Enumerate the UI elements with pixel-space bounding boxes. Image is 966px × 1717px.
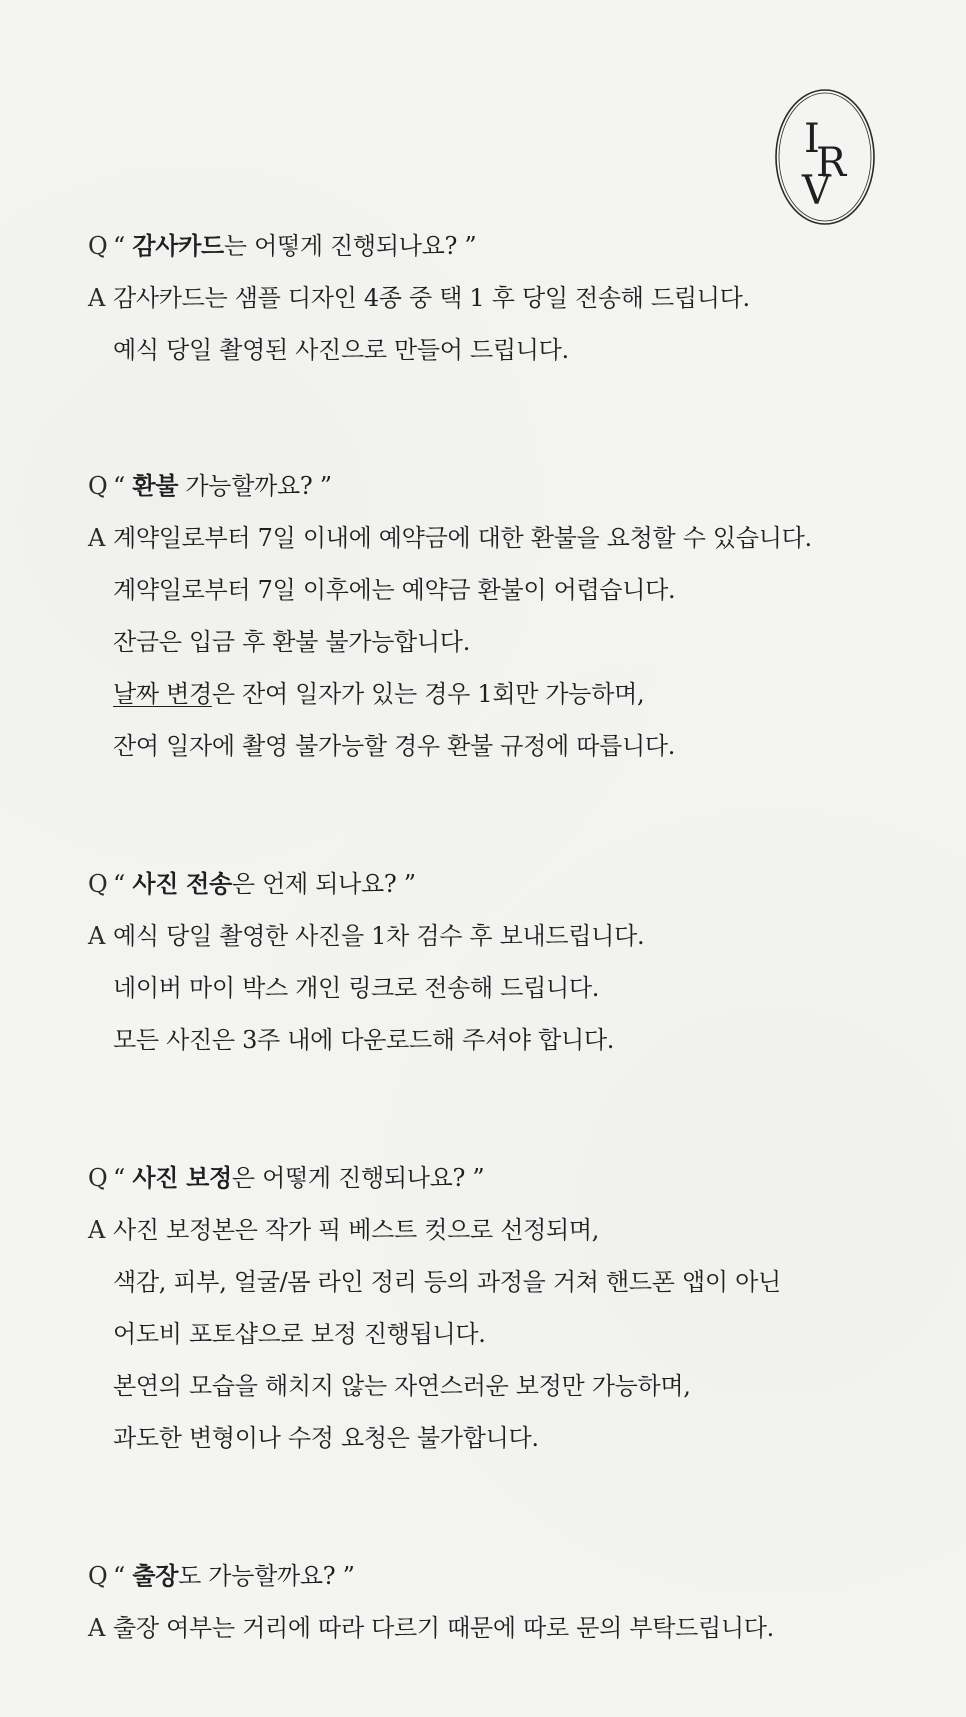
- faq-item-on-location: [88, 1550, 928, 1654]
- faq-question: [88, 858, 928, 910]
- faq-answer-line: [88, 512, 928, 564]
- faq-item-photo-retouching: [88, 1152, 928, 1464]
- answer-text: 출장 여부는 거리에 따라 다르기 때문에 따로 문의 부탁드립니다.: [113, 1614, 774, 1642]
- answer-text: 사진 보정본은 작가 픽 베스트 컷으로 선정되며,: [113, 1216, 600, 1244]
- close-quote: ”: [396, 870, 416, 898]
- logo-letter-i: I: [804, 116, 820, 162]
- faq-answer-line: [88, 1204, 928, 1256]
- question-keyword: 감사카드: [132, 231, 224, 260]
- answer-text: 감사카드는 샘플 디자인 4종 중 택 1 후 당일 전송해 드립니다.: [113, 284, 750, 312]
- question-text: 가능할까요?: [178, 472, 313, 500]
- faq-answer-line: 예식 당일 촬영된 사진으로 만들어 드립니다.: [113, 336, 569, 364]
- logo-letter-r: R: [816, 140, 847, 186]
- faq-answer-line: 색감, 피부, 얼굴/몸 라인 정리 등의 과정을 거쳐 핸드폰 앱이 아닌: [113, 1268, 781, 1296]
- question-marker: Q: [88, 232, 108, 260]
- faq-answer-line: 잔금은 입금 후 환불 불가능합니다.: [113, 628, 471, 656]
- faq-answer-line: [88, 272, 928, 324]
- question-text: 은 언제 되나요?: [231, 870, 397, 898]
- faq-question: [88, 1152, 928, 1204]
- question-keyword: 환불: [132, 471, 179, 500]
- close-quote: ”: [335, 1562, 355, 1590]
- question-marker: Q: [88, 870, 108, 898]
- answer-marker: A: [88, 922, 106, 950]
- date-change-term: 날짜 변경: [113, 680, 212, 708]
- faq-item-refund: [88, 460, 928, 772]
- question-marker: Q: [88, 472, 108, 500]
- faq-item-photo-delivery: [88, 858, 928, 1066]
- question-keyword: 사진 보정: [132, 1163, 232, 1192]
- question-text: 도 가능할까요?: [178, 1562, 336, 1590]
- answer-text: 계약일로부터 7일 이내에 예약금에 대한 환불을 요청할 수 있습니다.: [113, 524, 812, 552]
- answer-marker: A: [88, 1614, 106, 1642]
- faq-list: [88, 220, 928, 1654]
- open-quote: “: [113, 232, 133, 260]
- faq-answer-line: 네이버 마이 박스 개인 링크로 전송해 드립니다.: [113, 974, 600, 1002]
- faq-answer-line: 어도비 포토샵으로 보정 진행됩니다.: [113, 1320, 486, 1348]
- answer-marker: A: [88, 284, 106, 312]
- faq-answer-line: [88, 1602, 928, 1654]
- faq-question: [88, 220, 928, 272]
- answer-marker: A: [88, 524, 106, 552]
- open-quote: “: [113, 870, 133, 898]
- faq-answer-line: [88, 910, 928, 962]
- open-quote: “: [113, 1164, 133, 1192]
- answer-text: 은 잔여 일자가 있는 경우 1회만 가능하며,: [211, 680, 645, 708]
- question-text: 은 어떻게 진행되나요?: [231, 1164, 466, 1192]
- faq-answer-line: 모든 사진은 3주 내에 다운로드해 주셔야 합니다.: [113, 1026, 615, 1054]
- faq-answer-line: 잔여 일자에 촬영 불가능할 경우 환불 규정에 따릅니다.: [113, 732, 676, 760]
- answer-text: 예식 당일 촬영한 사진을 1차 검수 후 보내드립니다.: [113, 922, 645, 950]
- question-marker: Q: [88, 1164, 108, 1192]
- close-quote: ”: [457, 232, 477, 260]
- faq-answer-line: 본연의 모습을 해치지 않는 자연스러운 보정만 가능하며,: [113, 1372, 691, 1400]
- question-keyword: 출장: [132, 1561, 179, 1590]
- faq-question: [88, 460, 928, 512]
- question-marker: Q: [88, 1562, 108, 1590]
- close-quote: ”: [465, 1164, 485, 1192]
- faq-answer-line: 과도한 변형이나 수정 요청은 불가합니다.: [113, 1424, 539, 1452]
- question-text: 는 어떻게 진행되나요?: [223, 232, 458, 260]
- close-quote: ”: [312, 472, 332, 500]
- question-keyword: 사진 전송: [132, 869, 232, 898]
- faq-answer-line: 계약일로부터 7일 이후에는 예약금 환불이 어렵습니다.: [113, 576, 676, 604]
- faq-item-thank-you-card: [88, 220, 928, 376]
- faq-question: [88, 1550, 928, 1602]
- answer-marker: A: [88, 1216, 106, 1244]
- brand-logo: [774, 88, 876, 226]
- open-quote: “: [113, 1562, 133, 1590]
- open-quote: “: [113, 472, 133, 500]
- faq-answer-line: [88, 668, 928, 720]
- logo-letter-v: V: [802, 168, 831, 214]
